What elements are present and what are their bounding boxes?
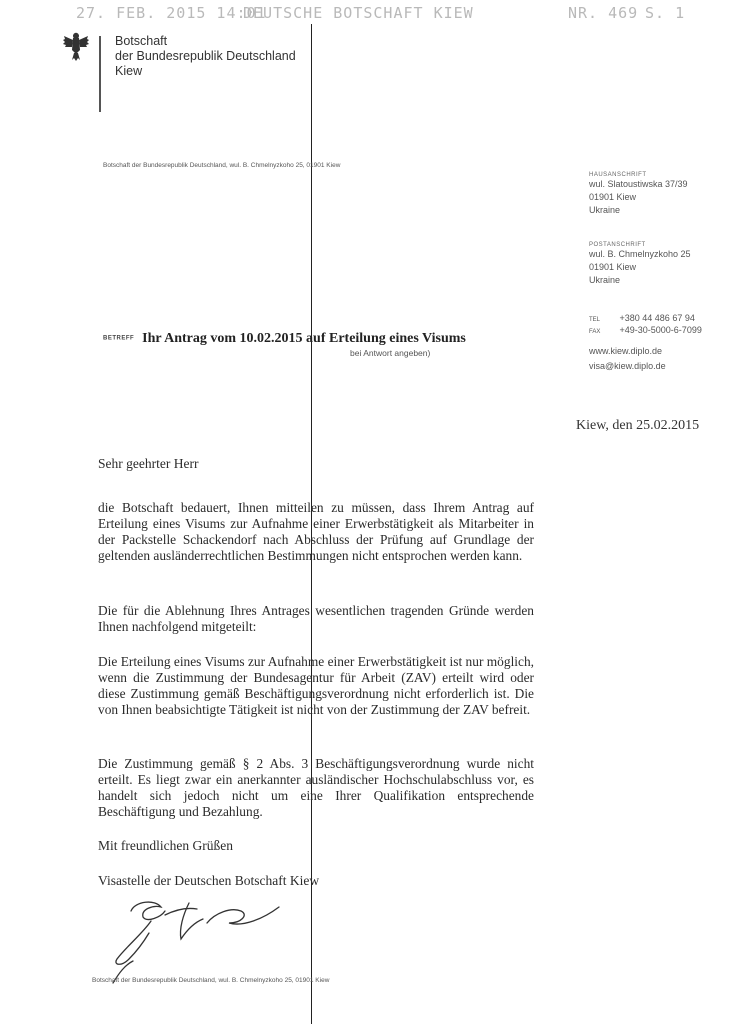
postal-address [589, 242, 691, 287]
postal-address-line: 01901 Kiew [589, 262, 637, 272]
subject-note: bei Antwort angeben) [350, 348, 431, 358]
body-paragraph: Die Zustimmung gemäß § 2 Abs. 3 Beschäftigungsverordnung wurde nicht erteilt. Es liegt zwar ein anerkannter ausländischer Hochschulabschluss vor, es handelt sich jedoch nicht um eine Ihrer Qualifikation entsprechende Beschäftigung und Bezahlung. [98, 756, 534, 819]
fax-header [0, 2, 744, 24]
signatory: Visastelle der Deutschen Botschaft Kiew [98, 873, 320, 888]
fax-sender: DEUTSCHE BOTSCHAFT KIEW [243, 4, 474, 22]
subject-line [103, 329, 466, 347]
letterhead-bar [99, 36, 101, 112]
closing: Mit freundlichen Grüßen [98, 838, 233, 853]
house-address [589, 172, 688, 217]
house-address-line: wul. Slatoustiwska 37/39 [589, 179, 688, 189]
house-address-line: Ukraine [589, 205, 621, 215]
fax-label: FAX [589, 329, 601, 335]
footer-sender-line: Botschaft der Bundesrepublik Deutschland, wul. B. Chmelnyzkoho 25, 01901 Kiew [92, 977, 330, 984]
contact-block [589, 312, 702, 372]
house-address-line: 01901 Kiew [589, 192, 637, 202]
tel-label: TEL [589, 317, 601, 323]
fax-number: NR. 469 [568, 4, 639, 22]
embassy-name [115, 34, 296, 79]
fax-page: S. 1 [645, 4, 686, 22]
body-paragraph: die Botschaft bedauert, Ihnen mitteilen zu müssen, dass Ihrem Antrag auf Erteilung eines Visums zur Aufnahme einer Erwerbstätigkeit als Mitarbeiter in der Packstelle Schackendorf nach Abschluss der Prüfung auf Grundlage der geltenden ausländerrechtlichen Bestimmungen nicht entsprochen werden kann. [98, 500, 534, 563]
handwritten-signature-icon [103, 893, 293, 988]
tel-row [589, 312, 702, 324]
letter-date: Kiew, den 25.02.2015 [576, 418, 700, 433]
house-address-label: HAUSANSCHRIFT [589, 172, 647, 178]
salutation: Sehr geehrter Herr [98, 456, 199, 471]
body-paragraph: Die für die Ablehnung Ihres Antrages wesentlichen tragenden Gründe werden Ihnen nachfolgend mitgeteilt: [98, 603, 534, 634]
email: visa@kiew.diplo.de [589, 361, 666, 371]
fax-value: +49-30-5000-6-7099 [619, 325, 702, 335]
fax-row [589, 324, 702, 336]
postal-address-line: wul. B. Chmelnyzkoho 25 [589, 249, 691, 259]
embassy-name-line-3: Kiew [115, 64, 143, 78]
body-paragraph: Die Erteilung eines Visums zur Aufnahme einer Erwerbstätigkeit ist nur möglich, wenn die Zustimmung der Bundesagentur für Arbeit (ZAV) erteilt wird oder diese Zustimmung gemäß Beschäftigungsverordnung nicht erforderlich ist. Die von Ihnen beabsichtigte Tätigkeit ist nicht von der Zustimmung der ZAV befreit. [98, 654, 534, 717]
website: www.kiew.diplo.de [589, 346, 663, 356]
postal-address-label: POSTANSCHRIFT [589, 242, 646, 248]
sender-line: Botschaft der Bundesrepublik Deutschland, wul. B. Chmelnyzkoho 25, 01901 Kiew [103, 162, 341, 169]
postal-address-line: Ukraine [589, 275, 621, 285]
embassy-name-line-2: der Bundesrepublik Deutschland [115, 49, 296, 63]
embassy-name-line-1: Botschaft [115, 34, 168, 48]
federal-eagle-icon [62, 30, 90, 62]
subject-text: Ihr Antrag vom 10.02.2015 auf Erteilung eines Visums [142, 331, 466, 346]
subject-tag: BETREFF [103, 335, 135, 342]
tel-value: +380 44 486 67 94 [619, 313, 695, 323]
fax-date-time: 27. FEB. 2015 14:01 [76, 4, 267, 22]
